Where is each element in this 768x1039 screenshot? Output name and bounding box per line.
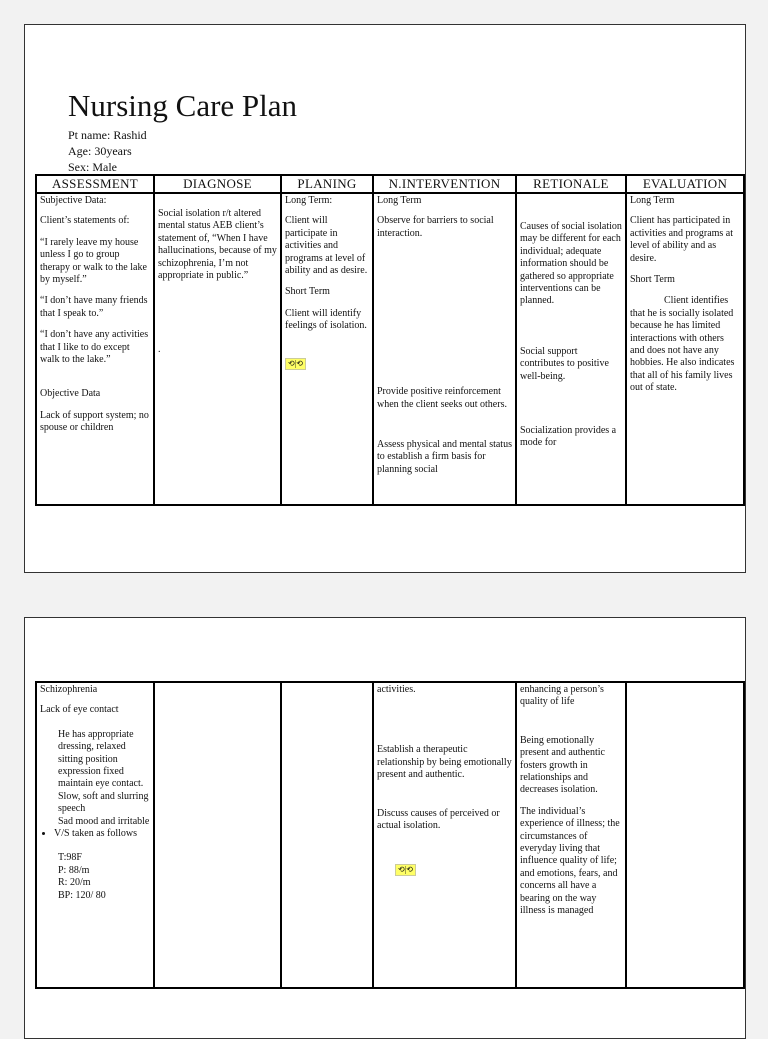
text: He has appropriate dressing, relaxed sitting position expression fixed maintain eye contact. Slow, soft and slurring speech Sad mood and irritable bbox=[58, 728, 150, 827]
text: Short Term bbox=[285, 286, 330, 298]
text: Establish a therapeutic relationship by being emotionally present and authentic. bbox=[377, 744, 512, 781]
vital-signs: T:98F P: 88/m R: 20/m BP: 120/ 80 bbox=[58, 852, 106, 901]
text: Being emotionally present and authentic fosters growth in relationships and decreases isolation. bbox=[520, 734, 605, 796]
header-rationale: RETIONALE bbox=[516, 175, 626, 193]
patient-age: Age: 30years bbox=[68, 144, 132, 158]
planing-cell bbox=[281, 193, 373, 505]
text: Social support contributes to positive well-being. bbox=[520, 345, 609, 382]
embedded-object-icon: ⟲|⟲ bbox=[395, 864, 416, 876]
page-title: Nursing Care Plan bbox=[68, 88, 298, 123]
evaluation-cell bbox=[626, 682, 744, 988]
text: Social isolation r/t altered mental status AEB client’s statement of, “When I have hallucinations, because of my schizophrenia, I’m not appropriate in public.” bbox=[158, 208, 277, 282]
header-planing: PLANING bbox=[281, 175, 373, 193]
diagnose-cell bbox=[154, 193, 281, 505]
text: Lack of support system; no spouse or children bbox=[40, 409, 149, 434]
text: . bbox=[158, 344, 161, 356]
text: Client identifies that he is socially isolated because he has limited interactions with others and does not have any hobbies. He also indicates that all of his family lives out of state. bbox=[630, 295, 735, 394]
text: Short Term bbox=[630, 274, 675, 286]
intervention-cell bbox=[373, 193, 516, 505]
text: Causes of social isolation may be different for each individual; adequate information should be gathered so appropriate interventions can be planned. bbox=[520, 221, 622, 307]
text: Schizophrenia bbox=[40, 684, 98, 695]
text: activities. bbox=[377, 684, 416, 695]
diagnose-cell bbox=[154, 682, 281, 988]
evaluation-cell bbox=[626, 193, 744, 505]
planing-cell bbox=[281, 682, 373, 988]
care-plan-table-1 bbox=[35, 174, 745, 506]
patient-sex: Sex: Male bbox=[68, 160, 117, 174]
text: Provide positive reinforcement when the client seeks out others. bbox=[377, 386, 507, 410]
embedded-object-icon: ⟲|⟲ bbox=[285, 358, 306, 370]
text: Lack of eye contact bbox=[40, 704, 119, 716]
text: Objective Data bbox=[40, 388, 101, 400]
text: Client will participate in activities and programs at level of ability and as desire. bbox=[285, 215, 368, 277]
intervention-cell bbox=[373, 682, 516, 988]
text: Discuss causes of perceived or actual isolation. bbox=[377, 807, 500, 832]
text: “I don’t have many friends that I speak to.” bbox=[40, 295, 148, 319]
header-assessment: ASSESSMENT bbox=[36, 175, 154, 193]
text: Client will identify feelings of isolation. bbox=[285, 307, 367, 332]
patient-name: Pt name: Rashid bbox=[68, 128, 147, 142]
text: Long Term: bbox=[285, 195, 333, 206]
bullet-item: • V/S taken as follows bbox=[54, 828, 150, 840]
rationale-cell bbox=[516, 682, 626, 988]
text: “I rarely leave my house unless I go to group therapy or walk to the lake by myself.” bbox=[40, 236, 147, 286]
header-diagnose: DIAGNOSE bbox=[154, 175, 281, 193]
text: The individual’s experience of illness; the circumstances of everyday living that influence quality of life; and emotions, fears, and concerns all have a bearing on the way illness is managed bbox=[520, 805, 620, 917]
care-plan-table-2 bbox=[35, 681, 745, 989]
text: Assess physical and mental status to establish a firm basis for planning social bbox=[377, 439, 512, 475]
text: Long Term bbox=[630, 195, 675, 206]
text: Subjective Data: bbox=[40, 195, 107, 206]
assessment-cell bbox=[36, 193, 154, 505]
text: “I don’t have any activities that I like to do except walk to the lake.” bbox=[40, 329, 149, 366]
text: enhancing a person’s quality of life bbox=[520, 684, 604, 708]
rationale-cell bbox=[516, 193, 626, 505]
text: Observe for barriers to social interaction. bbox=[377, 215, 494, 239]
assessment-cell bbox=[36, 682, 154, 988]
text: Client’s statements of: bbox=[40, 215, 130, 227]
text: Long Term bbox=[377, 195, 422, 206]
text: Socialization provides a mode for bbox=[520, 425, 617, 449]
text: Client has participated in activities and programs at level of ability and as desire. bbox=[630, 215, 734, 264]
header-evaluation: EVALUATION bbox=[626, 175, 744, 193]
header-intervention: N.INTERVENTION bbox=[373, 175, 516, 193]
